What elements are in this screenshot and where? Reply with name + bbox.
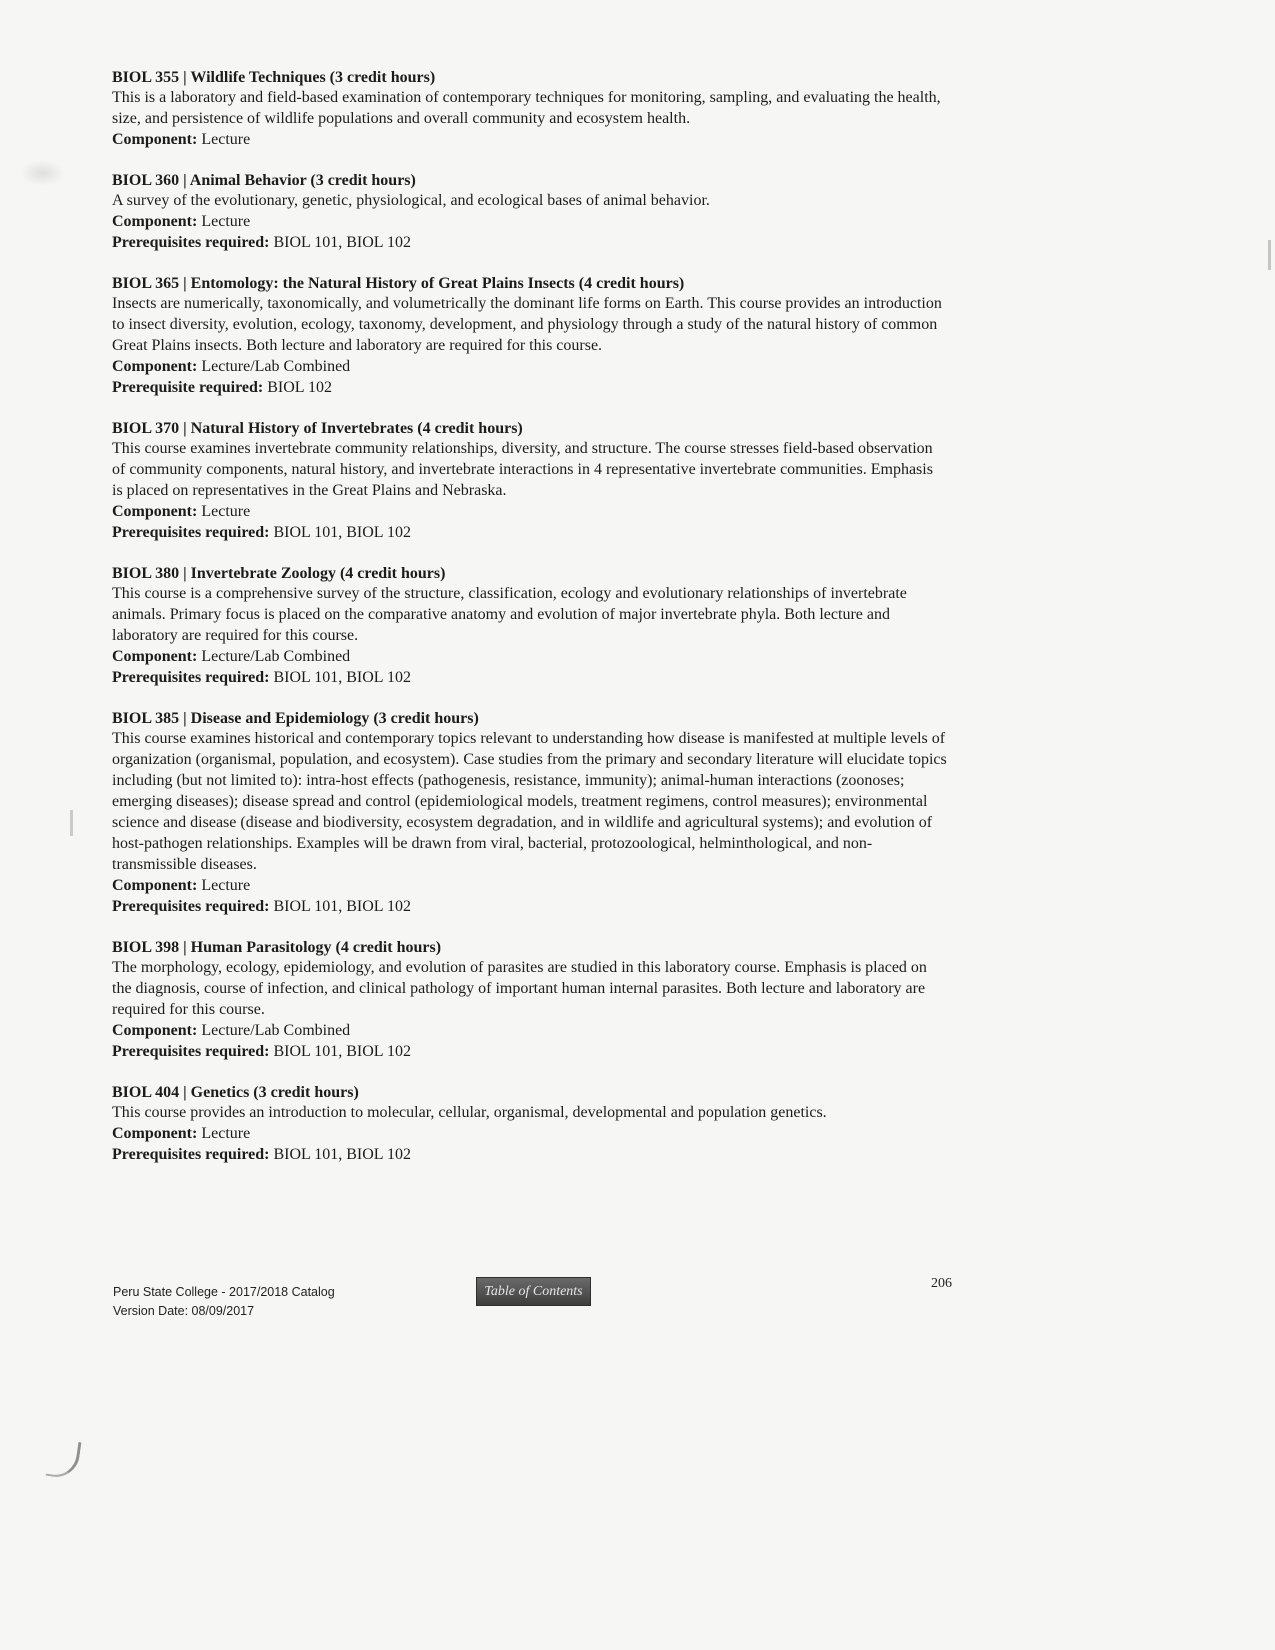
component-label: Component: <box>112 503 198 520</box>
prerequisites-label: Prerequisite required: <box>112 379 264 396</box>
prerequisites-label: Prerequisites required: <box>112 234 270 251</box>
component-label: Component: <box>112 1125 198 1142</box>
course-description: A survey of the evolutionary, genetic, physiological, and ecological bases of animal behavior. <box>112 192 710 209</box>
course-prerequisites <box>112 232 947 253</box>
course-component <box>112 129 947 150</box>
course-title: BIOL 404 | Genetics (3 credit hours) <box>112 1084 359 1101</box>
course-description: Insects are numerically, taxonomically, and volumetrically the dominant life forms on Earth. This course provides an introduction to insect diversity, evolution, ecology, taxonomy, development, and physiology through a study of the natural history of common Great Plains insects. Both lecture and laboratory are required for this course. <box>112 295 942 354</box>
course-description: The morphology, ecology, epidemiology, and evolution of parasites are studied in this laboratory course. Emphasis is placed on the diagnosis, course of infection, and clinical pathology of important human internal parasites. Both lecture and laboratory are required for this course. <box>112 959 927 1018</box>
prerequisites-value: BIOL 101, BIOL 102 <box>273 1146 411 1163</box>
course-entry <box>112 419 947 543</box>
prerequisites-value: BIOL 101, BIOL 102 <box>273 234 411 251</box>
course-entry <box>112 68 947 150</box>
prerequisites-value: BIOL 101, BIOL 102 <box>273 1043 411 1060</box>
component-value: Lecture <box>201 1125 251 1142</box>
course-entry <box>112 564 947 688</box>
component-label: Component: <box>112 213 198 230</box>
course-title: BIOL 370 | Natural History of Invertebrates (4 credit hours) <box>112 420 523 437</box>
course-prerequisites <box>112 667 947 688</box>
course-list <box>112 68 947 1186</box>
course-entry <box>112 171 947 253</box>
prerequisites-label: Prerequisites required: <box>112 669 270 686</box>
component-value: Lecture <box>201 503 251 520</box>
scan-edge-mark <box>1268 240 1271 270</box>
component-label: Component: <box>112 1022 198 1039</box>
component-label: Component: <box>112 131 198 148</box>
scan-mark <box>70 810 73 836</box>
prerequisites-value: BIOL 101, BIOL 102 <box>273 898 411 915</box>
course-component <box>112 646 947 667</box>
prerequisites-value: BIOL 101, BIOL 102 <box>273 669 411 686</box>
course-entry <box>112 274 947 398</box>
footer-catalog-title: Peru State College - 2017/2018 Catalog <box>113 1285 335 1299</box>
scan-smudge <box>20 160 65 186</box>
prerequisites-label: Prerequisites required: <box>112 1043 270 1060</box>
page-number: 206 <box>931 1276 952 1291</box>
component-value: Lecture/Lab Combined <box>201 648 351 665</box>
course-prerequisites <box>112 1144 947 1165</box>
footer-catalog-info <box>113 1283 335 1321</box>
component-label: Component: <box>112 358 198 375</box>
component-value: Lecture <box>201 213 251 230</box>
prerequisites-value: BIOL 102 <box>267 379 332 396</box>
course-entry <box>112 1083 947 1165</box>
course-prerequisites <box>112 896 947 917</box>
course-description: This course is a comprehensive survey of the structure, classification, ecology and evolutionary relationships of invertebrate animals. Primary focus is placed on the comparative anatomy and evolution of major invertebrate phyla. Both lecture and laboratory are required for this course. <box>112 585 907 644</box>
course-entry <box>112 709 947 917</box>
footer-version-date: Version Date: 08/09/2017 <box>113 1304 255 1318</box>
course-title: BIOL 355 | Wildlife Techniques (3 credit hours) <box>112 69 436 86</box>
course-title: BIOL 398 | Human Parasitology (4 credit hours) <box>112 939 442 956</box>
course-prerequisites <box>112 1041 947 1062</box>
course-entry <box>112 938 947 1062</box>
course-title: BIOL 380 | Invertebrate Zoology (4 credit hours) <box>112 565 446 582</box>
course-component <box>112 1020 947 1041</box>
component-label: Component: <box>112 648 198 665</box>
prerequisites-value: BIOL 101, BIOL 102 <box>273 524 411 541</box>
prerequisites-label: Prerequisites required: <box>112 524 270 541</box>
course-title: BIOL 385 | Disease and Epidemiology (3 credit hours) <box>112 710 479 727</box>
component-value: Lecture <box>201 131 251 148</box>
course-description: This course examines historical and contemporary topics relevant to understanding how disease is manifested at multiple levels of organization (organismal, population, and ecosystem). Case studies from the primary and secondary literature will elucidate topics including (but not limited to): intra-host effects (pathogenesis, resistance, immunity); animal-human interactions (zoonoses; emerging diseases); disease spread and control (epidemiological models, treatment regimens, control measures); environmental science and disease (disease and biodiversity, ecosystem degradation, and in wildlife and agricultural systems); and evolution of host-pathogen relationships. Examples will be drawn from viral, bacterial, protozoological, helminthological, and non-transmissible diseases. <box>112 730 947 873</box>
table-of-contents-button[interactable]: Table of Contents <box>476 1277 591 1306</box>
course-prerequisites <box>112 377 947 398</box>
course-title: BIOL 365 | Entomology: the Natural History of Great Plains Insects (4 credit hours) <box>112 275 685 292</box>
component-value: Lecture/Lab Combined <box>201 1022 351 1039</box>
component-label: Component: <box>112 877 198 894</box>
component-value: Lecture <box>201 877 251 894</box>
component-value: Lecture/Lab Combined <box>201 358 351 375</box>
prerequisites-label: Prerequisites required: <box>112 898 270 915</box>
course-title: BIOL 360 | Animal Behavior (3 credit hours) <box>112 172 416 189</box>
course-prerequisites <box>112 522 947 543</box>
course-component <box>112 356 947 377</box>
prerequisites-label: Prerequisites required: <box>112 1146 270 1163</box>
scan-mark-curl <box>46 1438 82 1480</box>
course-component <box>112 211 947 232</box>
course-description: This course examines invertebrate community relationships, diversity, and structure. The course stresses field-based observation of community components, natural history, and invertebrate interactions in 4 representative invertebrate communities. Emphasis is placed on representatives in the Great Plains and Nebraska. <box>112 440 933 499</box>
course-component <box>112 1123 947 1144</box>
course-description: This is a laboratory and field-based examination of contemporary techniques for monitoring, sampling, and evaluating the health, size, and persistence of wildlife populations and overall community and ecosystem health. <box>112 89 941 127</box>
course-description: This course provides an introduction to molecular, cellular, organismal, developmental and population genetics. <box>112 1104 827 1121</box>
course-component <box>112 875 947 896</box>
course-component <box>112 501 947 522</box>
